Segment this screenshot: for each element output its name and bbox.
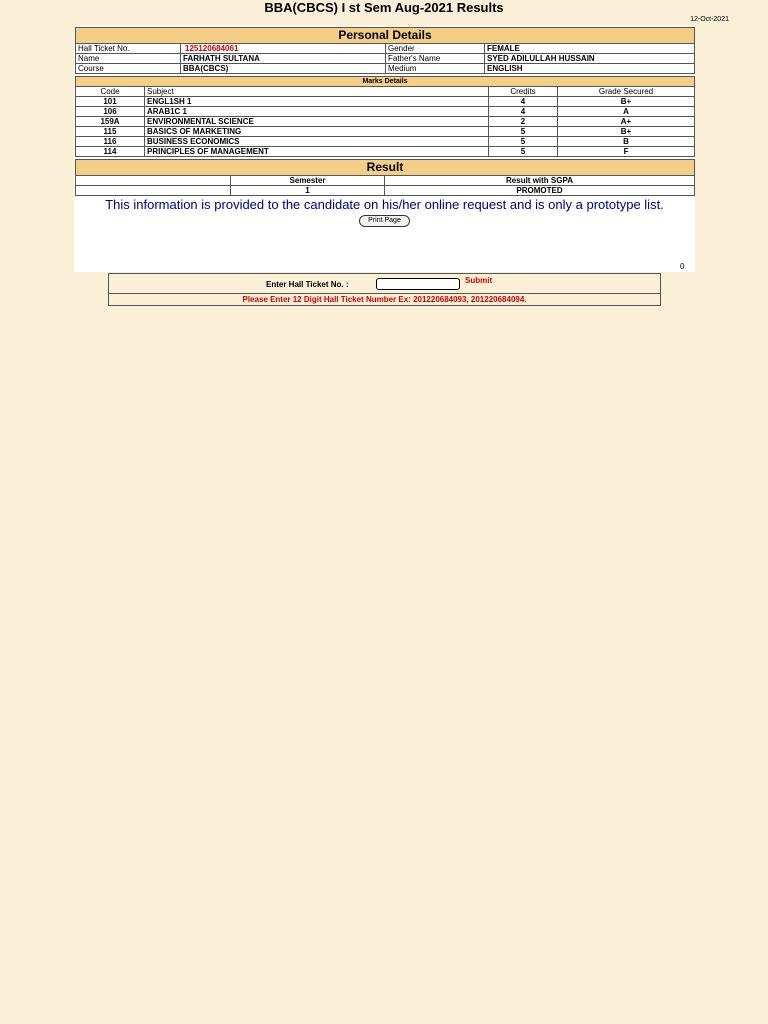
disclaimer-notice: This information is provided to the candidate on his/her online request and is only a prototype list. bbox=[105, 197, 664, 212]
subject-grade: A+ bbox=[558, 117, 695, 127]
marks-details-table bbox=[75, 76, 695, 157]
semester-value: 1 bbox=[231, 186, 385, 196]
table-row bbox=[76, 97, 695, 107]
subject-name: BASICS OF MARKETING bbox=[145, 127, 489, 137]
hall-ticket-label: Hall Ticket No. bbox=[76, 44, 181, 54]
subject-credits: 4 bbox=[489, 97, 558, 107]
gender-label: Gender bbox=[386, 44, 485, 54]
column-header-result: Result with SGPA bbox=[385, 176, 695, 186]
subject-credits: 5 bbox=[489, 137, 558, 147]
result-header-row bbox=[76, 176, 695, 186]
hall-ticket-hint: Please Enter 12 Digit Hall Ticket Number Ex: 201220684093, 201220684094. bbox=[242, 295, 527, 304]
column-header-grade: Grade Secured bbox=[558, 87, 695, 97]
subject-name: PRINCIPLES OF MANAGEMENT bbox=[145, 147, 489, 157]
subject-code: 106 bbox=[76, 107, 145, 117]
subject-credits: 4 bbox=[489, 107, 558, 117]
course-label: Course bbox=[76, 64, 181, 74]
result-table bbox=[75, 159, 695, 196]
print-date: 12-Oct-2021 bbox=[690, 16, 729, 23]
name-label: Name bbox=[76, 54, 181, 64]
visit-counter: 0 bbox=[680, 262, 685, 271]
subject-grade: B+ bbox=[558, 97, 695, 107]
table-row bbox=[76, 147, 695, 157]
column-header-subject: Subject bbox=[145, 87, 489, 97]
table-row bbox=[76, 186, 695, 196]
subject-credits: 2 bbox=[489, 117, 558, 127]
subject-grade: F bbox=[558, 147, 695, 157]
subject-grade: B+ bbox=[558, 127, 695, 137]
subject-code: 114 bbox=[76, 147, 145, 157]
father-name-label: Father's Name bbox=[386, 54, 485, 64]
hall-ticket-input[interactable] bbox=[376, 278, 460, 290]
result-spacer-cell bbox=[76, 186, 231, 196]
column-header-code: Code bbox=[76, 87, 145, 97]
subject-name: ARAB1C 1 bbox=[145, 107, 489, 117]
hall-ticket-search-form bbox=[108, 273, 661, 306]
subject-name: ENVIRONMENTAL SCIENCE bbox=[145, 117, 489, 127]
table-row bbox=[76, 54, 695, 64]
hall-ticket-input-label: Enter Hall Ticket No. : bbox=[266, 280, 349, 289]
submit-button[interactable]: Submit bbox=[465, 276, 493, 285]
result-value: PROMOTED bbox=[385, 186, 695, 196]
course-value: BBA(CBCS) bbox=[181, 64, 386, 74]
subject-code: 101 bbox=[76, 97, 145, 107]
table-row bbox=[76, 127, 695, 137]
table-row bbox=[76, 64, 695, 74]
column-header-credits: Credits bbox=[489, 87, 558, 97]
subject-grade: B bbox=[558, 137, 695, 147]
subject-grade: A bbox=[558, 107, 695, 117]
result-spacer-cell bbox=[76, 176, 231, 186]
father-name-value: SYED ADILULLAH HUSSAIN bbox=[485, 54, 695, 64]
marks-header-row bbox=[76, 87, 695, 97]
column-header-semester: Semester bbox=[231, 176, 385, 186]
subject-name: BUSINESS ECONOMICS bbox=[145, 137, 489, 147]
subject-code: 115 bbox=[76, 127, 145, 137]
search-row bbox=[109, 274, 660, 294]
subject-name: ENGL1SH 1 bbox=[145, 97, 489, 107]
subject-code: 116 bbox=[76, 137, 145, 147]
subject-credits: 5 bbox=[489, 147, 558, 157]
medium-value: ENGLISH bbox=[485, 64, 695, 74]
subject-credits: 5 bbox=[489, 127, 558, 137]
personal-details-heading: Personal Details bbox=[76, 28, 695, 44]
subject-code: 159A bbox=[76, 117, 145, 127]
table-row bbox=[76, 107, 695, 117]
print-page-button[interactable]: Print Page bbox=[359, 215, 410, 227]
table-row bbox=[76, 44, 695, 54]
personal-details-table bbox=[75, 27, 695, 74]
results-card bbox=[74, 26, 695, 272]
result-heading: Result bbox=[76, 160, 695, 176]
table-row bbox=[76, 117, 695, 127]
table-row bbox=[76, 137, 695, 147]
marks-details-heading: Marks Details bbox=[76, 77, 695, 87]
name-value: FARHATH SULTANA bbox=[181, 54, 386, 64]
gender-value: FEMALE bbox=[485, 44, 695, 54]
medium-label: Medium bbox=[386, 64, 485, 74]
hall-ticket-value: 125120684061 bbox=[181, 44, 386, 54]
page-title: BBA(CBCS) I st Sem Aug-2021 Results bbox=[264, 0, 504, 15]
